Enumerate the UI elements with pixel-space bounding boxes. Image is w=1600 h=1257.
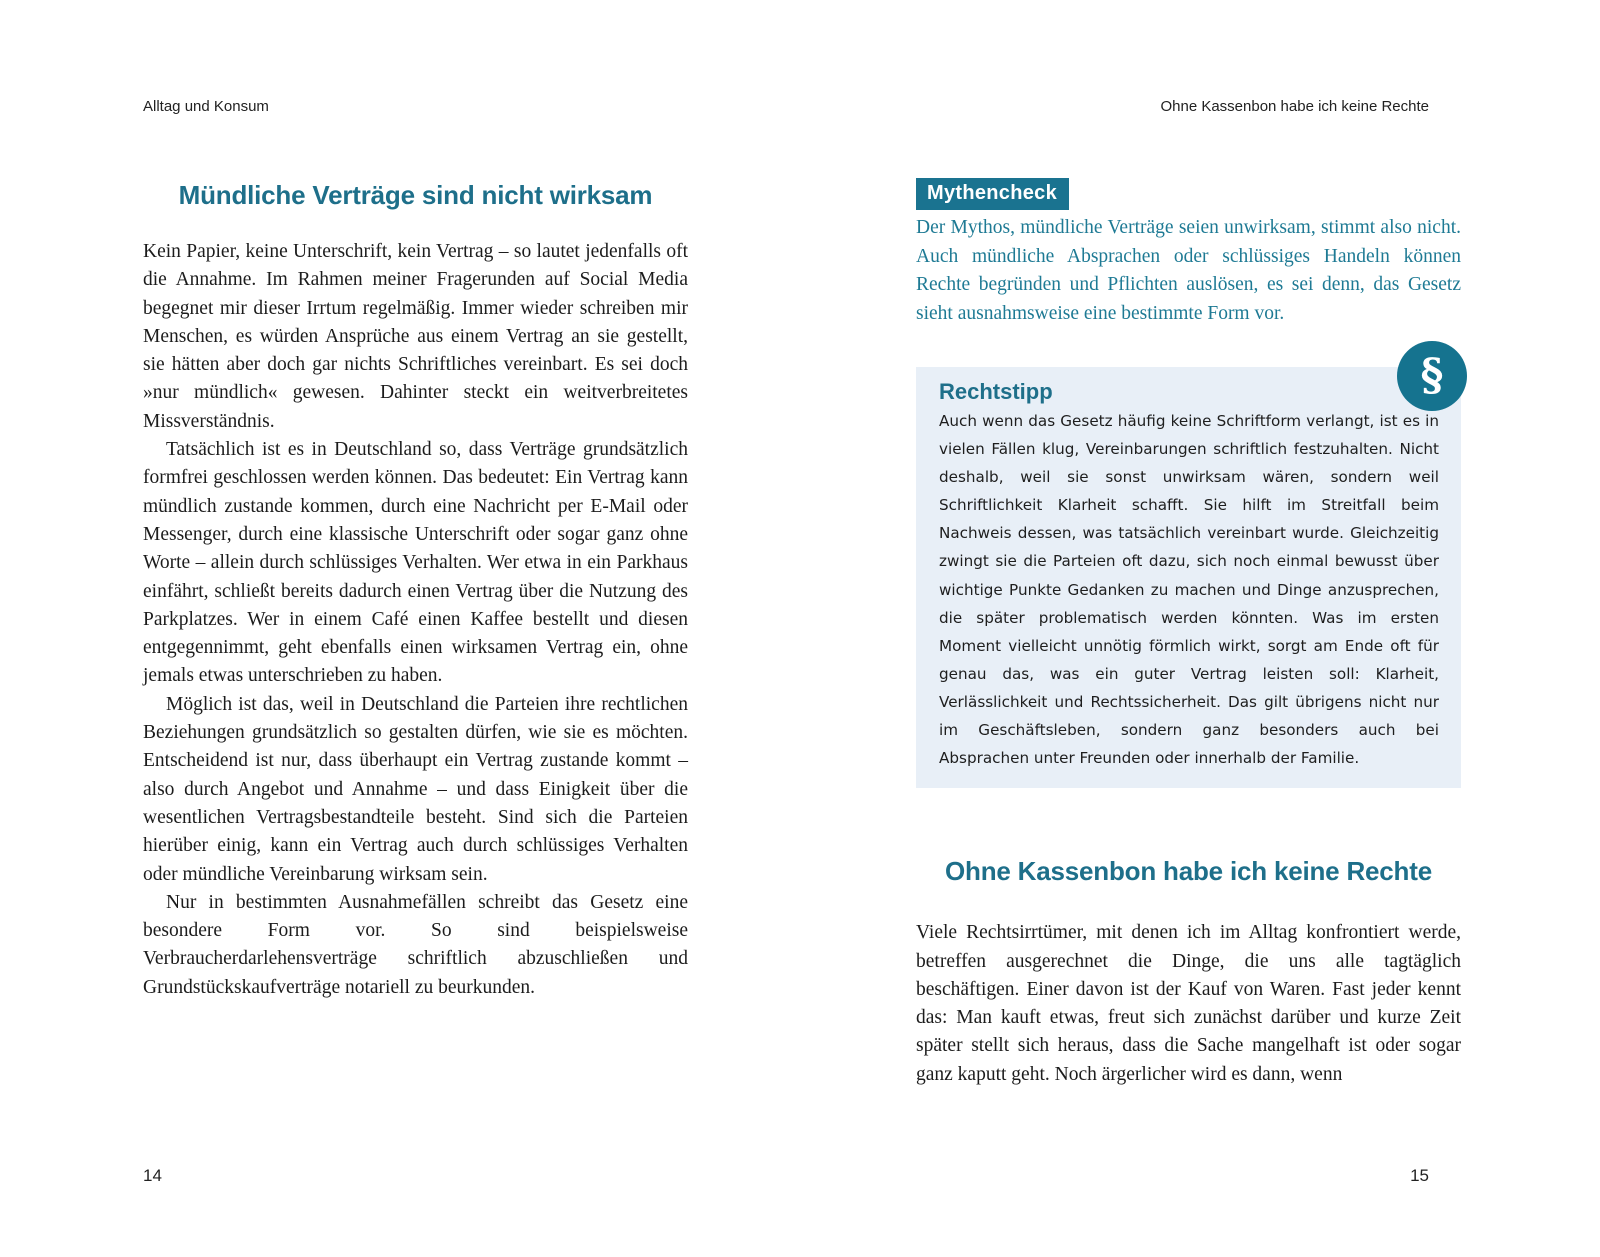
right-page-column — [916, 178, 1461, 1089]
legal-tip-box — [916, 350, 1461, 788]
paragraph: Viele Rechtsirrtümer, mit denen ich im Alltag konfrontiert werde, betreffen ausgerechnet die Dinge, die uns alle tagtäglich beschäftigen. Einer davon ist der Kauf von Waren. Fast jeder kennt das: Man kauft etwas, freut sich zunächst darüber und kurze Zeit später stellt sich heraus, dass die Sache mangelhaft ist oder sogar ganz kaputt geht. Noch ärgerlicher wird es dann, wenn — [916, 922, 1461, 1085]
page-number-left: 14 — [143, 1166, 162, 1185]
left-page-heading: Mündliche Verträge sind nicht wirksam — [178, 180, 653, 210]
legal-tip-text: Auch wenn das Gesetz häufig keine Schriftform verlangt, ist es in vielen Fällen klug, Vereinbarungen schriftlich festzuhalten. Nicht deshalb, weil sie sonst unwirksam wären, sondern weil Schriftlichkeit Klarheit schafft. Sie hilft im Streitfall beim Nachweis dessen, was tatsächlich vereinbart wurde. Gleichzeitig zwingt sie die Parteien oft dazu, sich noch einmal bewusst über wichtige Punkte Gedanken zu machen und Dinge anzusprechen, die später problematisch werden könnten. Was im ersten Moment vielleicht unnötig förmlich wirkt, sorgt am Ende oft für genau das, was ein guter Vertrag leisten soll: Klarheit, Verlässlichkeit und Rechtssicherheit. Das gilt übrigens nicht nur im Geschäftsleben, sondern ganz besonders auch bei Absprachen unter Freunden oder innerhalb der Familie. — [939, 412, 1439, 768]
paragraph: Nur in bestimmten Ausnahmefällen schreibt das Gesetz eine besondere Form vor. So sind beispielsweise Verbraucherdarlehensverträge schriftlich abzuschließen und Grundstückskaufverträge notariell zu beurkunden. — [143, 891, 688, 998]
running-head-left: Alltag und Konsum — [143, 98, 269, 115]
paragraph: Möglich ist das, weil in Deutschland die Parteien ihre rechtlichen Beziehungen grundsätzlich so gestalten dürfen, wie sie es möchten. Entscheidend ist nur, dass überhaupt ein Vertrag zustande kommt – also durch Angebot und Annahme – und dass Einigkeit über die wesentlichen Vertragsbestandteile besteht. Sind sich die Parteien hierüber einig, kann ein Vertrag auch durch schlüssiges Verhalten oder mündliche Vereinbarung wirksam sein. — [143, 693, 688, 885]
legal-tip-title: Rechtstipp — [939, 379, 1053, 404]
paragraph: Tatsächlich ist es in Deutschland so, dass Verträge grundsätzlich formfrei geschlossen werden können. Das bedeutet: Ein Vertrag kann mündlich zustande kommen, durch eine Nachricht per E-Mail oder Messenger, durch eine klassische Unterschrift oder sogar ganz ohne Worte – allein durch schlüssiges Verhalten. Wer etwa in ein Parkhaus einfährt, schließt bereits dadurch einen Vertrag über die Nutzung des Parkplatzes. Wer in einem Café einen Kaffee bestellt und diesen entgegennimmt, geht ebenfalls einen wirksamen Vertrag ein, ohne jemals etwas unterschrieben zu haben. — [143, 439, 688, 687]
paragraph: Kein Papier, keine Unterschrift, kein Vertrag – so lautet jedenfalls oft die Annahme. Im Rahmen meiner Fragerunden auf Social Media begegnet mir dieser Irrtum regelmäßig. Immer wieder schreiben mir Menschen, es würden Ansprüche aus einem Vertrag an sie gestellt, sie hätten aber doch gar nichts Schriftliches vereinbart. Es sei doch »nur mündlich« gewesen. Dahinter steckt ein weitverbreitetes Missverständnis. — [143, 241, 688, 432]
section-sign-icon: § — [1397, 341, 1467, 411]
left-page-body — [143, 238, 688, 1002]
page-number-right: 15 — [1410, 1166, 1429, 1185]
myth-check-text: Der Mythos, mündliche Verträge seien unwirksam, stimmt also nicht. Auch mündliche Absprachen oder schlüssiges Handeln können Rechte begründen und Pflichten auslösen, es sei denn, das Gesetz sieht ausnahmsweise eine bestimmte Form vor. — [916, 217, 1461, 324]
left-page-column — [143, 180, 688, 1002]
right-page-heading: Ohne Kassenbon habe ich keine Rechte — [945, 856, 1432, 887]
myth-check-label: Mythencheck — [916, 178, 1069, 210]
running-head-right: Ohne Kassenbon habe ich keine Rechte — [1160, 98, 1429, 115]
right-page-body — [916, 919, 1461, 1089]
